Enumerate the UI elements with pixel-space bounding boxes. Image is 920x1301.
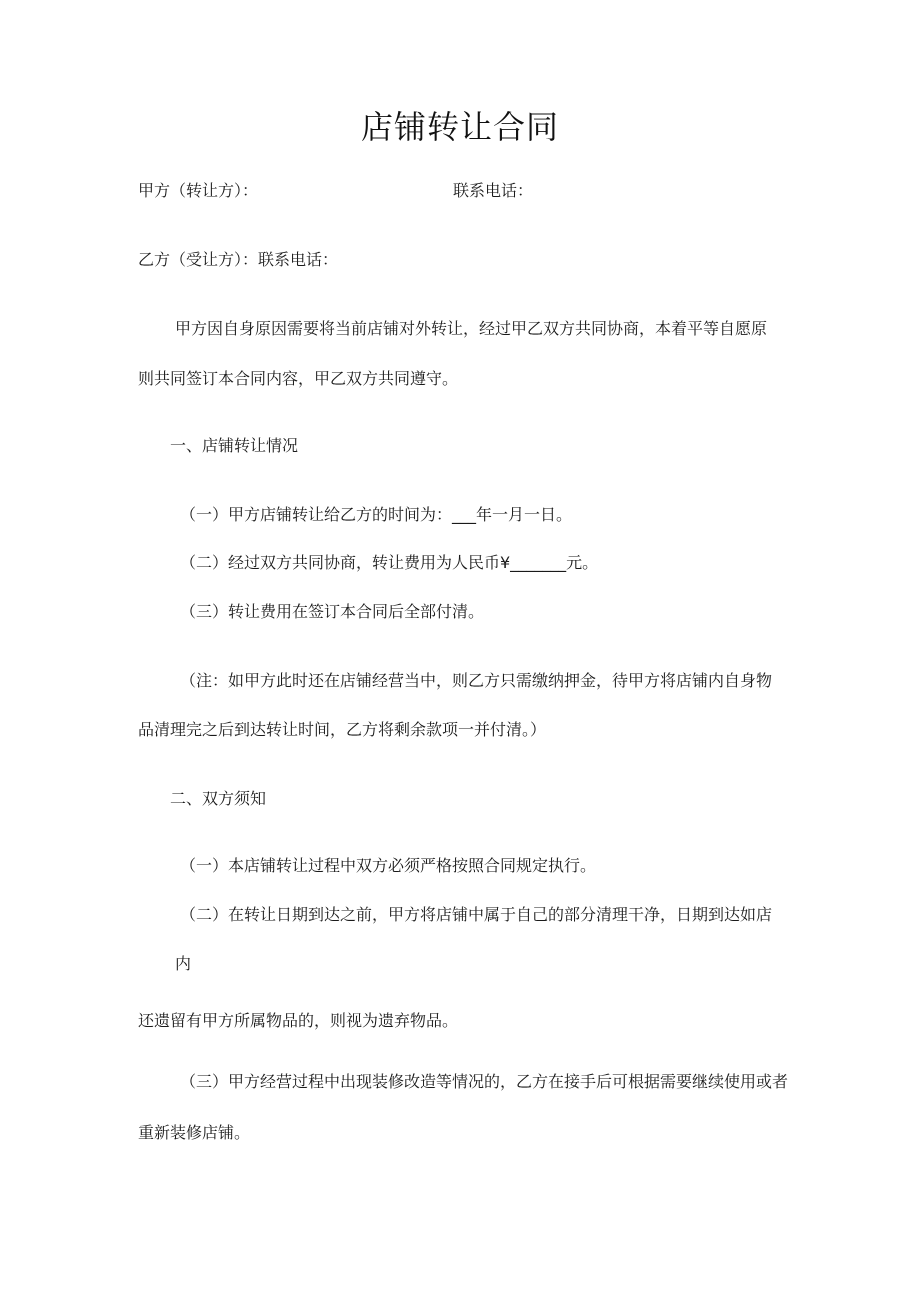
section-1-item-3: （三）转让费用在签订本合同后全部付清。 (180, 602, 485, 621)
section-1-item-2: （二）经过双方共同协商，转让费用为人民币¥_______元。 (180, 553, 599, 572)
section-1-note-line-2: 品清理完之后到达转让时间，乙方将剩余款项一并付清。） (138, 720, 547, 739)
document-title: 店铺转让合同 (360, 108, 559, 146)
section-2-item-2-line-2: 内 (175, 954, 192, 973)
section-2-heading: 二、双方须知 (170, 789, 267, 808)
section-2-item-3-line-1: （三）甲方经营过程中出现装修改造等情况的，乙方在接手后可根据需要继续使用或者 (180, 1072, 789, 1091)
section-1-heading: 一、店铺转让情况 (170, 436, 299, 455)
intro-line-1: 甲方因自身原因需要将当前店铺对外转让，经过甲乙双方共同协商，本着平等自愿原 (175, 319, 768, 338)
section-2-item-1: （一）本店铺转让过程中双方必须严格按照合同规定执行。 (180, 856, 597, 875)
party-b-label: 乙方（受让方）：联系电话： (138, 250, 339, 269)
section-1-note-line-1: （注：如甲方此时还在店铺经营当中，则乙方只需缴纳押金，待甲方将店铺内自身物 (180, 671, 773, 690)
section-2-item-2-line-3: 还遗留有甲方所属物品的，则视为遗弃物品。 (138, 1011, 459, 1030)
party-a-label: 甲方（转让方）： (138, 181, 259, 200)
section-2-item-2-line-1: （二）在转让日期到达之前，甲方将店铺中属于自己的部分清理干净，日期到达如店 (180, 905, 773, 924)
intro-line-2: 则共同签订本合同内容，甲乙双方共同遵守。 (138, 369, 459, 388)
section-2-item-3-line-2: 重新装修店铺。 (138, 1123, 251, 1142)
section-1-item-1: （一）甲方店铺转让给乙方的时间为：___年一月一日。 (180, 505, 573, 524)
party-a-phone-label: 联系电话： (453, 181, 534, 200)
